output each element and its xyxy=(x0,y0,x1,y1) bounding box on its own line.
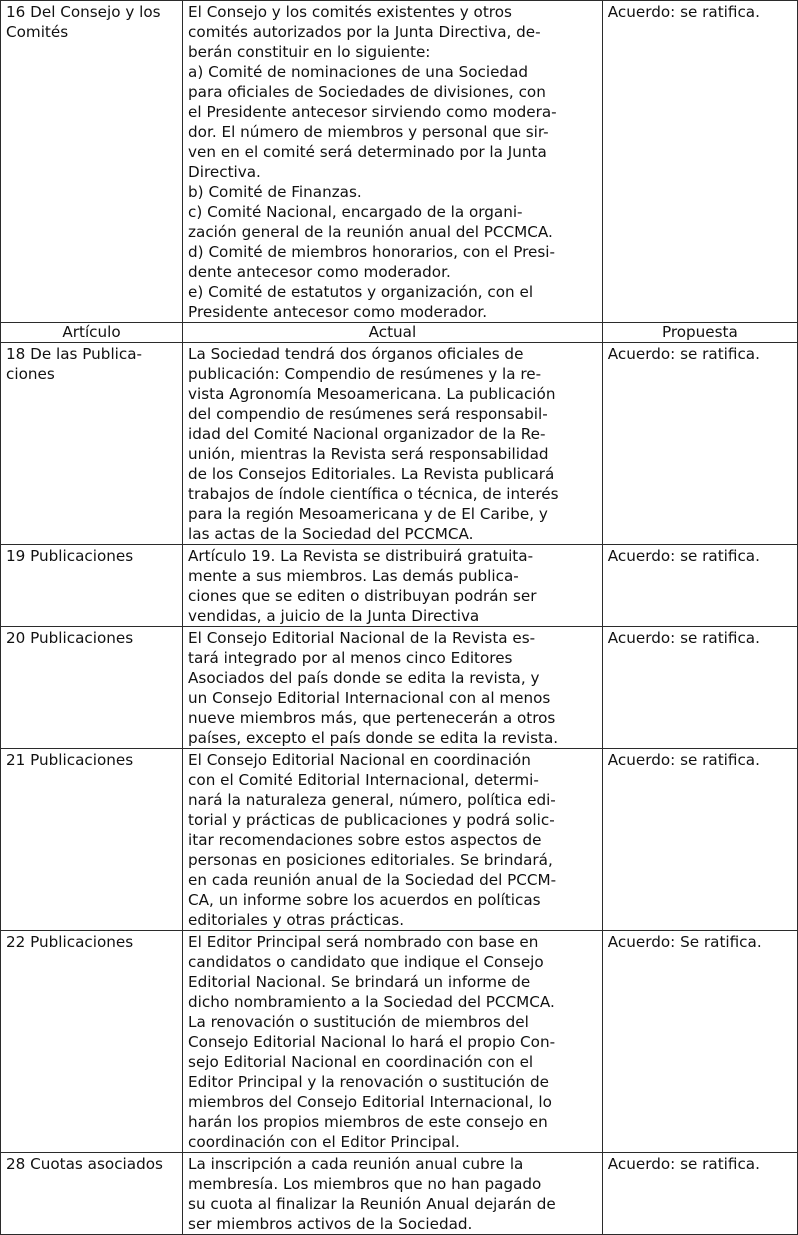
article-cell xyxy=(1,931,183,1153)
propuesta-text: Acuerdo: se ratifica. xyxy=(607,3,760,21)
table-row xyxy=(1,931,798,1153)
propuesta-text: Acuerdo: se ratifica. xyxy=(607,345,760,363)
header-propuesta: Propuesta xyxy=(602,323,797,343)
actual-text-line: El Consejo Editorial Nacional de la Revista es- xyxy=(188,629,536,647)
actual-text-line: miembros del Consejo Editorial Internacional, lo xyxy=(188,1093,552,1111)
table-header-row xyxy=(1,323,798,343)
actual-text-line: de los Consejos Editoriales. La Revista publicará xyxy=(188,465,555,483)
actual-text-line: países, excepto el país donde se edita la revista. xyxy=(188,729,559,747)
actual-text-line: c) Comité Nacional, encargado de la organi- xyxy=(188,203,523,221)
actual-text-line: CA, un informe sobre los acuerdos en políticas xyxy=(188,891,541,909)
actual-text-line: El Consejo Editorial Nacional en coordinación xyxy=(188,751,531,769)
propuesta-text: Acuerdo: Se ratifica. xyxy=(607,933,762,951)
actual-text-line: Directiva. xyxy=(188,163,261,181)
actual-cell xyxy=(183,545,603,627)
article-cell xyxy=(1,749,183,931)
actual-text-line: candidatos o candidato que indique el Consejo xyxy=(188,953,544,971)
header-articulo: Artículo xyxy=(1,323,183,343)
actual-text-line: para la región Mesoamericana y de El Caribe, y xyxy=(188,505,548,523)
actual-text-line: zación general de la reunión anual del PCCMCA. xyxy=(188,223,553,241)
actual-text-line: torial y prácticas de publicaciones y podrá solic- xyxy=(188,811,555,829)
actual-text-line: publicación: Compendio de resúmenes y la re- xyxy=(188,365,542,383)
actual-text-line: ser miembros activos de la Sociedad. xyxy=(188,1215,473,1233)
actual-text-line: con el Comité Editorial Internacional, determi- xyxy=(188,771,539,789)
actual-cell xyxy=(183,343,603,545)
actual-text-line: ven en el comité será determinado por la Junta xyxy=(188,143,547,161)
propuesta-cell xyxy=(602,1153,797,1235)
table-row xyxy=(1,545,798,627)
actual-text-line: en cada reunión anual de la Sociedad del PCCM- xyxy=(188,871,557,889)
actual-cell xyxy=(183,749,603,931)
actual-text-line: mente a sus miembros. Las demás publica- xyxy=(188,567,519,585)
propuesta-cell xyxy=(602,931,797,1153)
actual-text-line: dicho nombramiento a la Sociedad del PCCMCA. xyxy=(188,993,555,1011)
actual-text-line: unión, mientras la Revista será responsabilidad xyxy=(188,445,549,463)
article-cell xyxy=(1,545,183,627)
actual-text-line: del compendio de resúmenes será responsabil- xyxy=(188,405,548,423)
article-text-line: 22 Publicaciones xyxy=(6,933,134,951)
actual-text-line: nará la naturaleza general, número, política edi- xyxy=(188,791,556,809)
actual-text-line: berán constituir en lo siguiente: xyxy=(188,43,431,61)
actual-text-line: Editor Principal y la renovación o sustitución de xyxy=(188,1073,549,1091)
actual-text-line: El Editor Principal será nombrado con base en xyxy=(188,933,539,951)
propuesta-text: Acuerdo: se ratifica. xyxy=(607,751,760,769)
table-row xyxy=(1,749,798,931)
article-text-line: 19 Publicaciones xyxy=(6,547,134,565)
actual-text-line: b) Comité de Finanzas. xyxy=(188,183,362,201)
propuesta-text: Acuerdo: se ratifica. xyxy=(607,629,760,647)
article-text-line: 16 Del Consejo y los xyxy=(6,3,161,21)
actual-text-line: Presidente antecesor como moderador. xyxy=(188,303,488,321)
actual-cell xyxy=(183,1,603,323)
actual-text-line: Artículo 19. La Revista se distribuirá gratuita- xyxy=(188,547,534,565)
actual-text-line: vendidas, a juicio de la Junta Directiva xyxy=(188,607,480,625)
actual-text-line: d) Comité de miembros honorarios, con el Presi- xyxy=(188,243,555,261)
actual-text-line: comités autorizados por la Junta Directiva, de- xyxy=(188,23,541,41)
actual-text-line: vista Agronomía Mesoamericana. La publicación xyxy=(188,385,556,403)
actual-text-line: Consejo Editorial Nacional lo hará el propio Con- xyxy=(188,1033,556,1051)
actual-text-line: las actas de la Sociedad del PCCMCA. xyxy=(188,525,474,543)
propuesta-text: Acuerdo: se ratifica. xyxy=(607,547,760,565)
table-body xyxy=(1,1,798,1235)
actual-text-line: La renovación o sustitución de miembros del xyxy=(188,1013,529,1031)
actual-text-line: el Presidente antecesor sirviendo como modera- xyxy=(188,103,557,121)
article-cell xyxy=(1,627,183,749)
actual-cell xyxy=(183,627,603,749)
actual-text-line: membresía. Los miembros que no han pagado xyxy=(188,1175,542,1193)
propuesta-cell xyxy=(602,343,797,545)
article-cell xyxy=(1,1,183,323)
article-text-line: 21 Publicaciones xyxy=(6,751,134,769)
propuesta-cell xyxy=(602,749,797,931)
article-text-line: 18 De las Publica- xyxy=(6,345,143,363)
article-cell xyxy=(1,1153,183,1235)
actual-text-line: El Consejo y los comités existentes y otros xyxy=(188,3,512,21)
actual-text-line: un Consejo Editorial Internacional con al menos xyxy=(188,689,551,707)
actual-text-line: editoriales y otras prácticas. xyxy=(188,911,405,929)
actual-text-line: Editorial Nacional. Se brindará un informe de xyxy=(188,973,531,991)
actual-text-line: nueve miembros más, que pertenecerán a otros xyxy=(188,709,556,727)
actual-text-line: harán los propios miembros de este consejo en xyxy=(188,1113,548,1131)
article-text-line: ciones xyxy=(6,365,55,383)
actual-text-line: Asociados del país donde se edita la revista, y xyxy=(188,669,540,687)
actual-text-line: La inscripción a cada reunión anual cubre la xyxy=(188,1155,524,1173)
actual-text-line: idad del Comité Nacional organizador de la Re- xyxy=(188,425,546,443)
actual-text-line: coordinación con el Editor Principal. xyxy=(188,1133,460,1151)
actual-text-line: personas en posiciones editoriales. Se brindará, xyxy=(188,851,553,869)
table-row xyxy=(1,627,798,749)
actual-text-line: sejo Editorial Nacional en coordinación con el xyxy=(188,1053,534,1071)
header-actual: Actual xyxy=(183,323,603,343)
propuesta-cell xyxy=(602,545,797,627)
actual-text-line: itar recomendaciones sobre estos aspectos de xyxy=(188,831,542,849)
actual-text-line: su cuota al finalizar la Reunión Anual dejarán de xyxy=(188,1195,556,1213)
propuesta-text: Acuerdo: se ratifica. xyxy=(607,1155,760,1173)
actual-text-line: para oficiales de Sociedades de divisiones, con xyxy=(188,83,546,101)
article-text-line: Comités xyxy=(6,23,69,41)
article-text-line: 20 Publicaciones xyxy=(6,629,134,647)
table-row xyxy=(1,1153,798,1235)
article-cell xyxy=(1,343,183,545)
table-row xyxy=(1,343,798,545)
propuesta-cell xyxy=(602,627,797,749)
actual-text-line: dente antecesor como moderador. xyxy=(188,263,451,281)
actual-text-line: dor. El número de miembros y personal que sir- xyxy=(188,123,549,141)
actual-text-line: tará integrado por al menos cinco Editores xyxy=(188,649,513,667)
actual-cell xyxy=(183,931,603,1153)
actual-text-line: a) Comité de nominaciones de una Sociedad xyxy=(188,63,529,81)
actual-cell xyxy=(183,1153,603,1235)
actual-text-line: e) Comité de estatutos y organización, con el xyxy=(188,283,534,301)
actual-text-line: La Sociedad tendrá dos órganos oficiales de xyxy=(188,345,524,363)
article-text-line: 28 Cuotas asociados xyxy=(6,1155,163,1173)
actual-text-line: ciones que se editen o distribuyan podrán ser xyxy=(188,587,537,605)
actual-text-line: trabajos de índole científica o técnica, de interés xyxy=(188,485,559,503)
table-row xyxy=(1,1,798,323)
propuesta-cell xyxy=(602,1,797,323)
